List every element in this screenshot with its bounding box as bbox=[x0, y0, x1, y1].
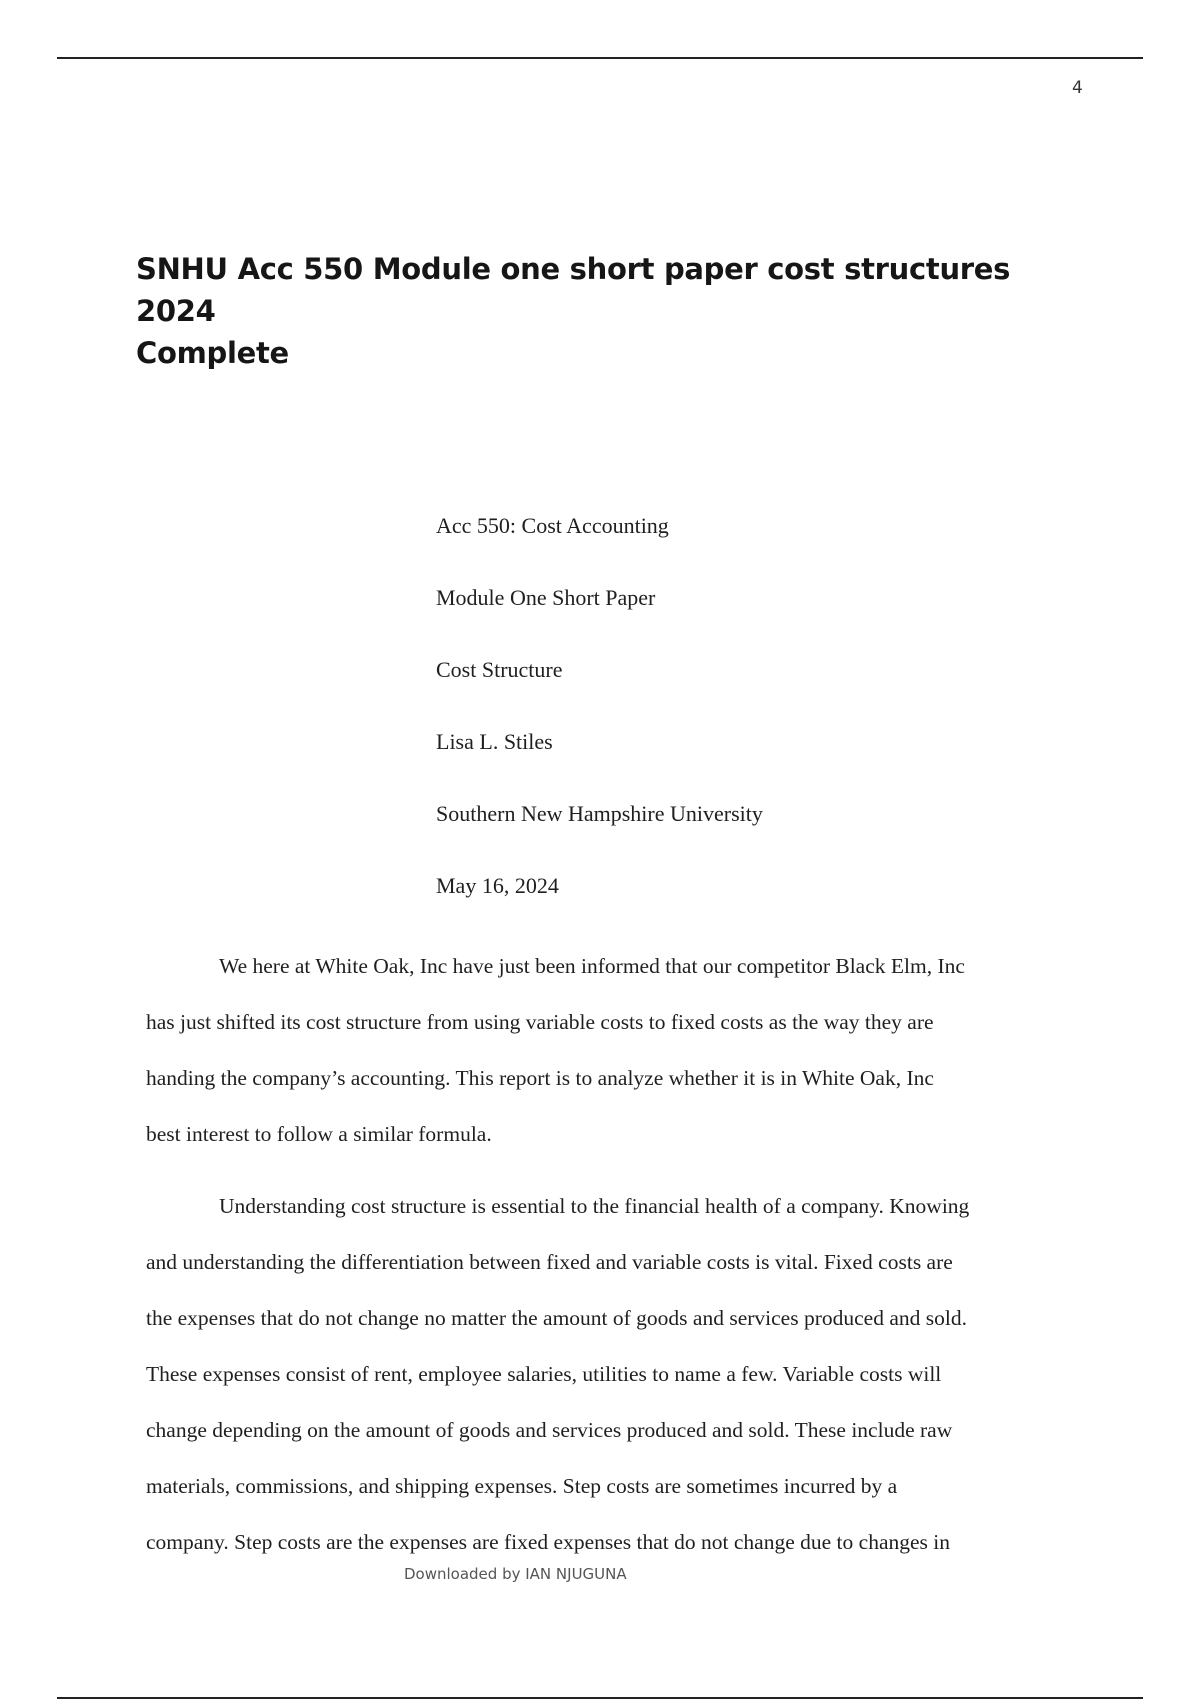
body-text bbox=[146, 944, 1076, 1576]
document-title-line-1: SNHU Acc 550 Module one short paper cost structures 2024 bbox=[136, 252, 1011, 328]
paper-topic: Cost Structure bbox=[436, 657, 563, 682]
bottom-rule bbox=[57, 1697, 1143, 1699]
paragraph-gap bbox=[146, 1168, 1076, 1184]
paragraph-line: and understanding the differentiation between fixed and variable costs is vital. Fixed costs are bbox=[146, 1250, 953, 1274]
title-page-block bbox=[436, 510, 763, 942]
paragraph-1 bbox=[146, 944, 1076, 1168]
paragraph-line: company. Step costs are the expenses are fixed expenses that do not change due to changes in bbox=[146, 1530, 950, 1554]
document-title bbox=[136, 248, 1096, 374]
paragraph-line: handing the company’s accounting. This report is to analyze whether it is in White Oak, Inc bbox=[146, 1066, 934, 1090]
assignment-name: Module One Short Paper bbox=[436, 585, 656, 610]
paragraph-line: We here at White Oak, Inc have just been informed that our competitor Black Elm, Inc bbox=[219, 954, 965, 978]
paragraph-line: the expenses that do not change no matter the amount of goods and services produced and sold. bbox=[146, 1306, 967, 1330]
top-rule bbox=[57, 57, 1143, 59]
paragraph-line: best interest to follow a similar formula. bbox=[146, 1122, 492, 1146]
document-title-line-2: Complete bbox=[136, 336, 289, 370]
paper-date: May 16, 2024 bbox=[436, 873, 559, 898]
paragraph-line: has just shifted its cost structure from using variable costs to fixed costs as the way they are bbox=[146, 1010, 934, 1034]
paragraph-line: Understanding cost structure is essential to the financial health of a company. Knowing bbox=[219, 1194, 970, 1218]
institution-name: Southern New Hampshire University bbox=[436, 801, 763, 826]
course-name: Acc 550: Cost Accounting bbox=[436, 513, 669, 538]
page-number: 4 bbox=[1072, 78, 1083, 98]
paragraph-2 bbox=[146, 1184, 1076, 1576]
paragraph-line: change depending on the amount of goods and services produced and sold. These include raw bbox=[146, 1418, 953, 1442]
author-name: Lisa L. Stiles bbox=[436, 729, 553, 754]
paragraph-line: These expenses consist of rent, employee salaries, utilities to name a few. Variable costs will bbox=[146, 1362, 942, 1386]
download-watermark: Downloaded by IAN NJUGUNA bbox=[404, 1565, 627, 1583]
paragraph-line: materials, commissions, and shipping expenses. Step costs are sometimes incurred by a bbox=[146, 1474, 898, 1498]
